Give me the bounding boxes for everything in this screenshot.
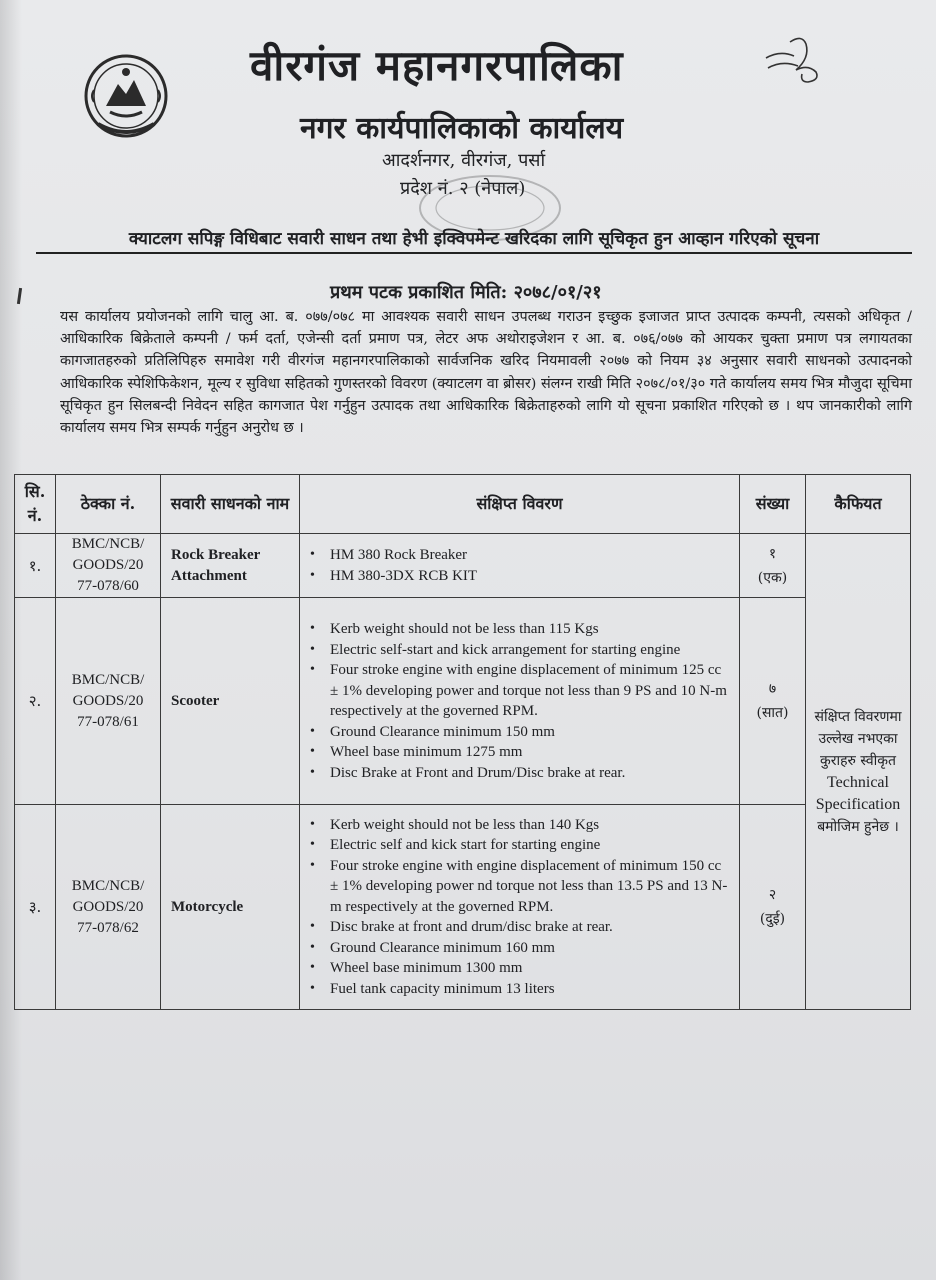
header-remarks: कैफियत (806, 475, 911, 534)
remarks-line: बमोजिम हुनेछ । (817, 818, 899, 835)
description-item: • Wheel base minimum 1300 mm (330, 958, 729, 979)
contract-line: GOODS/20 (72, 557, 144, 573)
description-item: • Ground Clearance minimum 150 mm (330, 722, 729, 743)
description-item: • Disc brake at front and drum/disc brake at rear. (330, 917, 729, 938)
publish-date: प्रथम पटक प्रकाशित मिति: २०७८/०१/२१ (330, 282, 602, 303)
row-contract (56, 805, 161, 1010)
remarks-line: उल्लेख नभएका (818, 730, 898, 747)
description-item: • Kerb weight should not be less than 140 Kgs (330, 815, 729, 836)
office-name: नगर कार्यपालिकाको कार्यालय (300, 111, 624, 146)
remarks-cell (806, 534, 911, 1010)
municipality-name: वीरगंज महानगरपालिका (250, 41, 624, 90)
remarks-line: Specification (815, 795, 901, 813)
vehicle-line: Scooter (171, 692, 220, 709)
government-emblem-icon (80, 50, 172, 142)
specification-table (14, 474, 911, 1010)
header-vehicle: सवारी साधनको नाम (161, 475, 300, 534)
contract-line: 77-078/60 (77, 578, 139, 594)
description-item: • Four stroke engine with engine displacement of minimum 150 cc ± 1% developing power nd torque not less than 13.5 PS and 13 N-m respectively at the governed RPM. (330, 856, 729, 918)
description-item: • Four stroke engine with engine displacement of minimum 125 cc ± 1% developing power and torque not less than 9 PS and 10 N-m respectively at the governed RPM. (330, 660, 729, 722)
row-contract (56, 534, 161, 598)
header-description: संक्षिप्त विवरण (300, 475, 740, 534)
vehicle-line: Motorcycle (171, 898, 244, 915)
row-description (300, 534, 740, 598)
row-vehicle (161, 598, 300, 805)
remarks-line: संक्षिप्त विवरणमा (814, 708, 902, 725)
row-vehicle (161, 534, 300, 598)
notice-title: क्याटलग सपिङ्ग विधिबाट सवारी साधन तथा हेभी इक्विपमेन्ट खरिदका लागि सूचिकृत हुन आव्हान गरिएको सूचना (36, 226, 912, 254)
contract-line: GOODS/20 (72, 898, 144, 915)
header-contract: ठेक्का नं. (56, 475, 161, 534)
remarks-line: कुराहरु स्वीकृत (820, 752, 896, 769)
row-quantity (740, 805, 806, 1010)
description-item: • Ground Clearance minimum 160 mm (330, 938, 729, 959)
row-description (300, 598, 740, 805)
remarks-line: Technical (827, 773, 889, 791)
contract-line: BMC/NCB/ (71, 536, 145, 552)
description-item: • Electric self-start and kick arrangement for starting engine (330, 640, 729, 661)
vehicle-line: Attachment (171, 567, 247, 584)
description-item: • Disc Brake at Front and Drum/Disc brake at rear. (330, 763, 729, 784)
contract-line: 77-078/62 (77, 919, 139, 936)
description-item: • HM 380 Rock Breaker (330, 545, 729, 566)
contract-line: BMC/NCB/ (71, 877, 145, 894)
row-contract (56, 598, 161, 805)
province-line: प्रदेश नं. २ (नेपाल) (400, 178, 526, 199)
vehicle-line: Rock Breaker (171, 546, 261, 563)
description-item: • HM 380-3DX RCB KIT (330, 566, 729, 587)
table-row (15, 805, 911, 1010)
contract-line: 77-078/61 (77, 713, 139, 730)
table-row (15, 598, 911, 805)
description-item: • Kerb weight should not be less than 115 Kgs (330, 619, 729, 640)
contract-line: BMC/NCB/ (71, 671, 145, 688)
description-item: • Electric self and kick start for starting engine (330, 835, 729, 856)
notice-body: यस कार्यालय प्रयोजनको लागि चालु आ. ब. ०७७/०७८ मा आवश्यक सवारी साधन उपलब्ध गराउन इच्छुक इजाजत प्राप्त उत्पादक कम्पनी, त्यसको अधिकृत / आधिकारिक बिक्रेताले कम्पनी / फर्म दर्ता, एजेन्सी दर्ता प्रमाण पत्र, लेटर अफ अथोराइजेशन र आ. ब. ०७६/०७७ को आयकर चुक्ता प्रमाण पत्र लगायतका कागजातहरुको प्रतिलिपिहरु समावेश गरी वीरगंज महानगरपालिकाको सार्वजनिक खरिद नियमावली २०७७ को नियम ३४ अनुसार सवारी साधनको उत्पादनको आधिकारिक स्पेशिफिकेशन, मूल्य र सुविधा सहितको गुणस्तरको विवरण (क्याटलग वा ब्रोसर) संलग्न राखी मिति २०७८/०१/३० गते कार्यालय समय भित्र मौजुदा सूचिमा सूचिकृत हुन सिलबन्दी निवेदन सहित कागजात पेश गर्नुहुन उत्पादक तथा आधिकारिक बिक्रेताहरुको लागि यो सूचना प्रकाशित गरिएको छ । थप जानकारीको लागि कार्यालय समय भित्र सम्पर्क गर्नुहुन अनुरोध छ । (60, 309, 912, 437)
row-quantity (740, 598, 806, 805)
row-quantity (740, 534, 806, 598)
handwritten-initial (760, 30, 830, 90)
quantity-word: (सात) (756, 705, 789, 721)
quantity-word: (दुई) (759, 911, 786, 927)
header-quantity: संख्या (740, 475, 806, 534)
quantity-number: २ (768, 887, 777, 903)
table-header-row (15, 475, 911, 534)
quantity-number: ७ (768, 681, 777, 697)
description-item: • Wheel base minimum 1275 mm (330, 742, 729, 763)
quantity-word: (एक) (757, 569, 788, 586)
quantity-number: १ (768, 545, 777, 562)
header-sn: सि. नं. (15, 475, 56, 534)
contract-line: GOODS/20 (72, 692, 144, 709)
office-address: आदर्शनगर, वीरगंज, पर्सा (382, 150, 546, 171)
row-vehicle (161, 805, 300, 1010)
row-sn: २. (15, 598, 56, 805)
description-item: • Fuel tank capacity minimum 13 liters (330, 979, 729, 1000)
row-description (300, 805, 740, 1010)
row-sn: ३. (15, 805, 56, 1010)
table-row (15, 534, 911, 598)
row-sn: १. (15, 534, 56, 598)
